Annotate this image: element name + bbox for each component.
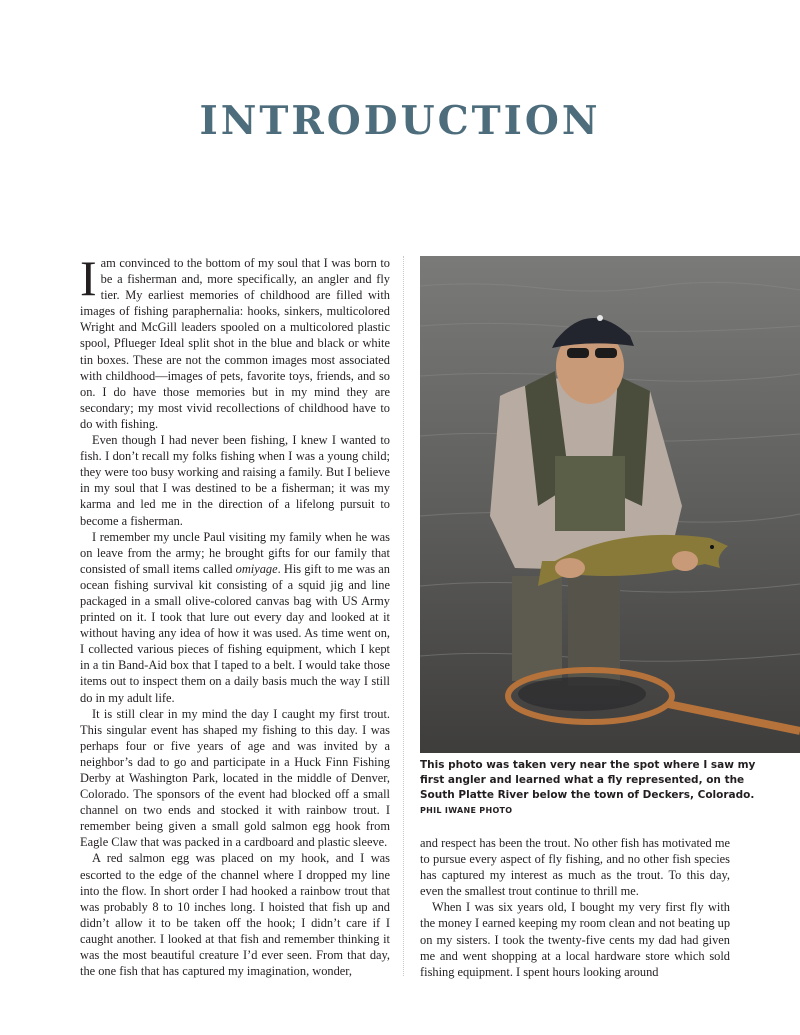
photo-caption bbox=[420, 758, 760, 818]
angler-photo-illustration bbox=[420, 256, 800, 753]
paragraph-5: A red salmon egg was placed on my hook, and I was escorted to the edge of the channel where I dropped my line into the flow. In short order I had hooked a rainbow trout that was probably 8 to 10 inches long. I hoisted that fish up and didn’t allow it to be taken off the hook; I didn’t care if I caught another. I looked at that fish and remember thinking it was the most beautiful creature I’d ever seen. From that day, the one fish that has captured my imagination, wonder, bbox=[80, 851, 390, 979]
left-column bbox=[80, 250, 390, 979]
paragraph-3 bbox=[80, 529, 390, 706]
column-divider bbox=[403, 256, 404, 976]
drop-cap: I bbox=[80, 250, 97, 306]
paragraph-1-text: am convinced to the bottom of my soul that I was born to be a fisherman and, more specifically, an angler and fly tier. My earliest memories of childhood are filled with images of fishing paraphernalia: hooks, sinkers, multicolored Wright and McGill leaders spooled on a multicolored plastic spool, Pflueger Ideal split shot in the blue and black or white tin boxes. These are not the common images most associated with childhood—images of pets, favorite toys, friends, and so on. I do have those memories but in my mind they are secondary; my most vivid recollections of childhood have to do with fishing. bbox=[80, 256, 390, 431]
paragraph-7: When I was six years old, I bought my very first fly with the money I earned keeping my room clean and not beating up on my sisters. I took the twenty-five cents my dad had given me and went shopping at a local hardware store which sold fishing equipment. I spent hours looking around bbox=[420, 900, 731, 979]
caption-text: This photo was taken very near the spot where I saw my first angler and learned what a fly represented, on the South Platte River below the town of Deckers, Colorado. bbox=[420, 759, 756, 801]
italic-term: omiyage bbox=[235, 561, 278, 576]
paragraph-1 bbox=[80, 250, 390, 432]
paragraph-3-text-b: . His gift to me was an ocean fishing survival kit consisting of a squid jig and line packaged in a small olive-colored canvas bag with US Army printed on it. I took that lure out every day and looked at it without having any idea of how it was used. As time went on, I collected various pieces of fishing equipment, which I kept in a tin Band-Aid box that I taped to a belt. I would take those items out to inspect them on a daily basis much the way I still do in my adult life. bbox=[80, 561, 390, 705]
paragraph-6: and respect has been the trout. No other fish has motivated me to pursue every aspect of fly fishing, and no other fish species has captured my interest as much as the trout. To this day, even the smallest trout continue to thrill me. bbox=[420, 836, 730, 899]
page-title: INTRODUCTION bbox=[199, 98, 601, 144]
paragraph-4: It is still clear in my mind the day I caught my first trout. This singular event has shaped my fishing to this day. I was perhaps four or five years of age and was invited by a neighbor’s dad to go and participate in a Huck Finn Fishing Derby at Washington Park, located in the middle of Denver, Colorado. The sponsors of the event had blocked off a small channel on two ends and stocked it with rainbow trout. I remember being given a small gold salmon egg hook from Eagle Claw that was packed in a cardboard and plastic sleeve. bbox=[80, 706, 390, 850]
paragraph-3-text-a: I remember my uncle Paul visiting my family when he was on leave from the army; he brought gifts for our family that consisted of small items called bbox=[80, 529, 390, 576]
angler-photo bbox=[420, 256, 800, 753]
paragraph-2: Even though I had never been fishing, I knew I wanted to fish. I don’t recall my folks fishing when I was a young child; they were too busy working and raising a family. But I believe in my soul that I was destined to be a fisherman; it was my karma and led me in the direction of a lifelong pursuit to become a fisherman. bbox=[80, 433, 390, 528]
right-column bbox=[420, 835, 730, 980]
photo-credit: PHIL IWANE PHOTO bbox=[420, 806, 513, 815]
